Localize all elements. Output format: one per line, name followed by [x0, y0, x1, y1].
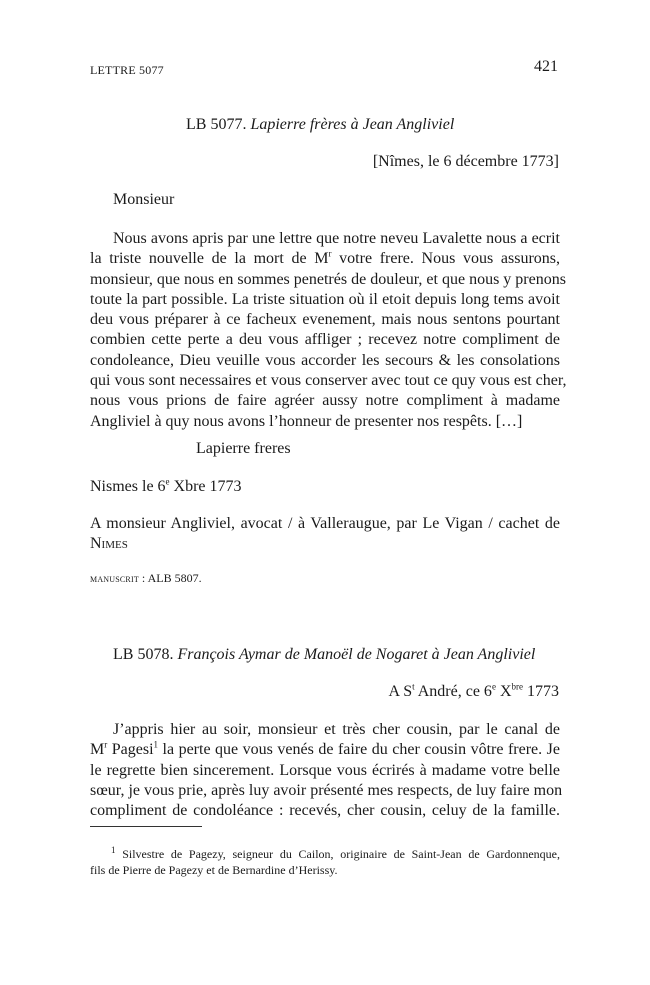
body-line: monsieur, que nous en sommes penetrés de douleur, et que nous y prenons [90, 270, 566, 288]
letter-heading-5077 [186, 116, 454, 134]
letter-number: LB 5078. [113, 646, 174, 663]
body-line: toute la part possible. La triste situation où il etoit depuis long tems avoit [90, 290, 560, 308]
closing-date: Nismes le 6e Xbre 1773 [90, 476, 242, 495]
body-line: le regrette bien sincerement. Lorsque vous écrirés à madame votre belle [90, 761, 560, 779]
running-head: LETTRE 5077 [90, 63, 164, 77]
letter-dateline: A $S^t$ André, ce 6e $X^{bre}$ 1773 [388, 681, 559, 700]
body-line: condoleance, Dieu veuille vous accorder les secours & les consolations [90, 351, 560, 369]
letter-heading-5078 [113, 646, 535, 664]
letter-body [90, 229, 567, 432]
body-line: qui vous sont necessaires et vous conserver avec tout ce quy vous est cher, [90, 372, 567, 390]
footnote-marker: 1 [111, 845, 116, 855]
body-line: J’appris hier au soir, monsieur et très cher cousin, par le canal de [113, 721, 560, 738]
address-note: A monsieur Angliviel, avocat / à Valleraugue, par Le Vigan / cachet de Nimes [90, 515, 560, 553]
letter-title: François Aymar de Manoël de Nogaret à Jean Angliviel [177, 646, 536, 663]
letter-number: LB 5077. [186, 116, 247, 133]
body-line: la triste nouvelle de la mort de $M^r$ votre frere. Nous vous assurons, [90, 248, 561, 268]
body-line: Nous avons apris par une lettre que notre neveu Lavalette nous a ecrit [113, 230, 560, 247]
page-number: 421 [534, 58, 558, 75]
letter-title: Lapierre frères à Jean Angliviel [250, 116, 455, 133]
body-line: combien cette perte a deu vous affliger ; recevez notre compliment de [90, 331, 560, 349]
signature: Lapierre freres [196, 440, 291, 457]
footnote-reference: 1 [153, 739, 159, 750]
body-line: compliment de condoléance : recevés, cher cousin, celuy de la famille. [90, 802, 560, 820]
body-line: $M^r$ Pagesi$^1$ la perte que vous venés de faire du cher cousin vôtre frere. Je [90, 739, 560, 759]
letter-body [90, 720, 563, 821]
footnote-divider [90, 826, 202, 827]
body-line: sœur, je vous prie, après luy avoir présenté mes respects, de luy faire mon [90, 781, 563, 799]
body-line: nous vous prions de faire agréer aussy notre compliment à madame [90, 392, 560, 410]
salutation: Monsieur [113, 191, 175, 208]
letter-dateline: [Nîmes, le 6 décembre 1773] [372, 153, 559, 170]
body-line: deu vous préparer à ce facheux evenement, mais nous sentons pourtant [90, 311, 560, 329]
footnote: $^1$ Silvestre de Pagezy, seigneur du Cailon, originaire de Saint-Jean de Gardonnenque, fils de Pierre de Pagezy et de Bernardine d’Herissy. [90, 845, 560, 877]
manuscript-reference: manuscrit : ALB 5807. [90, 571, 202, 585]
body-line: Angliviel à quy nous avons l’honneur de presenter nos respêts. […] [90, 412, 523, 430]
